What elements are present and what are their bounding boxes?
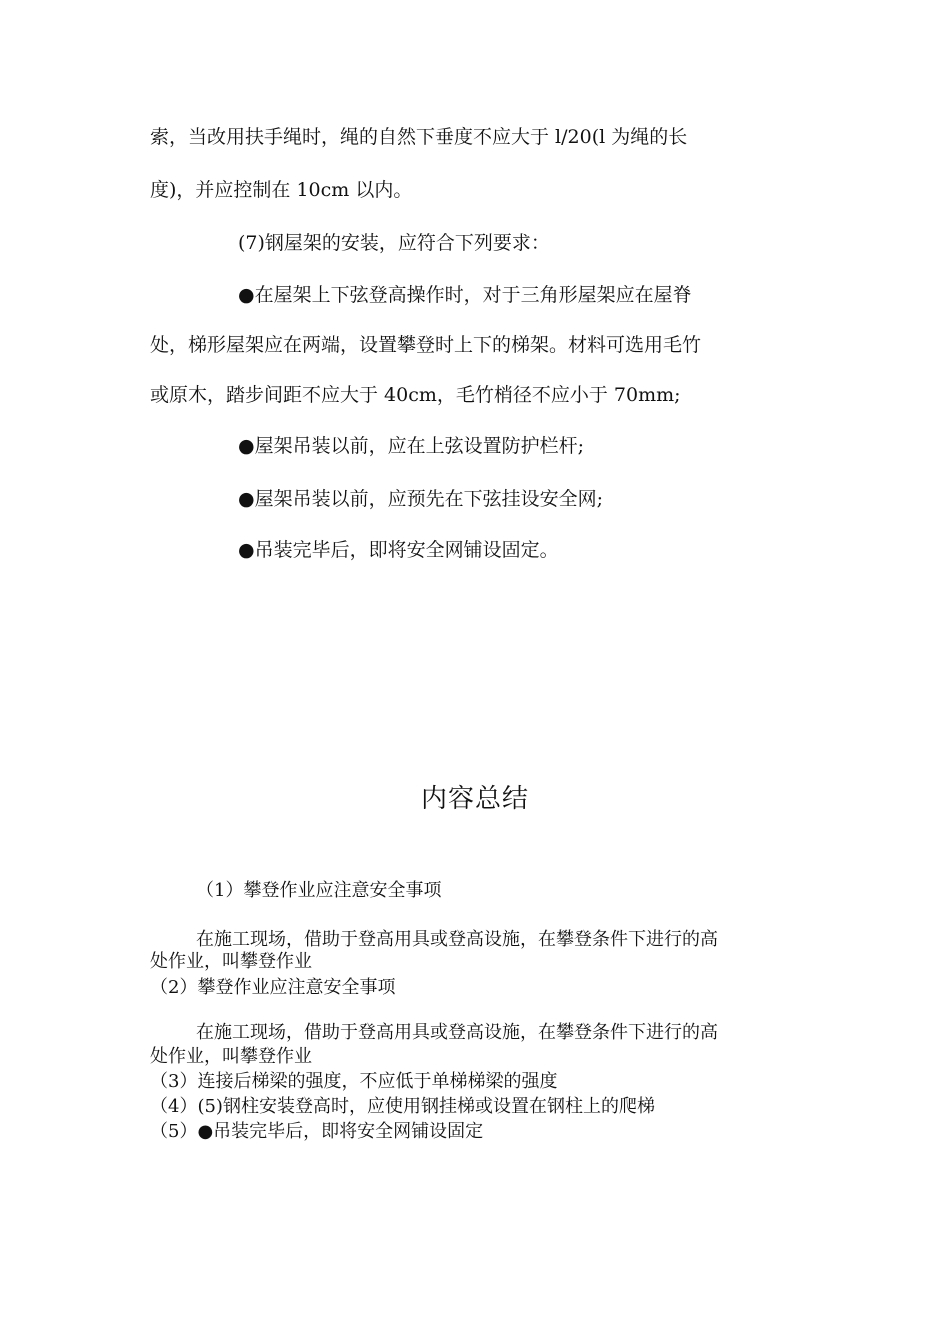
bullet-item: ●屋架吊装以前，应在上弦设置防护栏杆; xyxy=(238,435,584,457)
bullet-item: ●屋架吊装以前，应预先在下弦挂设安全网; xyxy=(238,488,603,510)
summary-item: （4）(5)钢柱安装登高时，应使用钢挂梯或设置在钢柱上的爬梯 xyxy=(150,1096,655,1117)
summary-paragraph: 处作业，叫攀登作业 xyxy=(150,1046,312,1067)
bullet-item: ●在屋架上下弦登高操作时，对于三角形屋架应在屋脊 xyxy=(238,284,692,306)
summary-item: （5）●吊装完毕后，即将安全网铺设固定 xyxy=(150,1121,484,1142)
summary-paragraph: 在施工现场，借助于登高用具或登高设施，在攀登条件下进行的高 xyxy=(196,929,718,950)
summary-item: （1）攀登作业应注意安全事项 xyxy=(196,880,442,901)
summary-item: （3）连接后梯梁的强度，不应低于单梯梯梁的强度 xyxy=(150,1071,558,1092)
body-line: 处，梯形屋架应在两端，设置攀登时上下的梯架。材料可选用毛竹 xyxy=(150,334,702,356)
summary-title: 内容总结 xyxy=(420,784,529,814)
summary-paragraph: 在施工现场，借助于登高用具或登高设施，在攀登条件下进行的高 xyxy=(196,1022,718,1043)
body-line: 度)，并应控制在 10cm 以内。 xyxy=(150,179,413,201)
body-line: 或原木，踏步间距不应大于 40cm，毛竹梢径不应小于 70mm; xyxy=(150,384,681,406)
section-heading: (7)钢屋架的安装，应符合下列要求： xyxy=(238,232,550,254)
summary-paragraph: 处作业，叫攀登作业 xyxy=(150,951,312,972)
body-line: 索，当改用扶手绳时，绳的自然下垂度不应大于 l/20(l 为绳的长 xyxy=(150,126,688,148)
summary-item: （2）攀登作业应注意安全事项 xyxy=(150,977,396,998)
bullet-item: ●吊装完毕后，即将安全网铺设固定。 xyxy=(238,539,559,561)
